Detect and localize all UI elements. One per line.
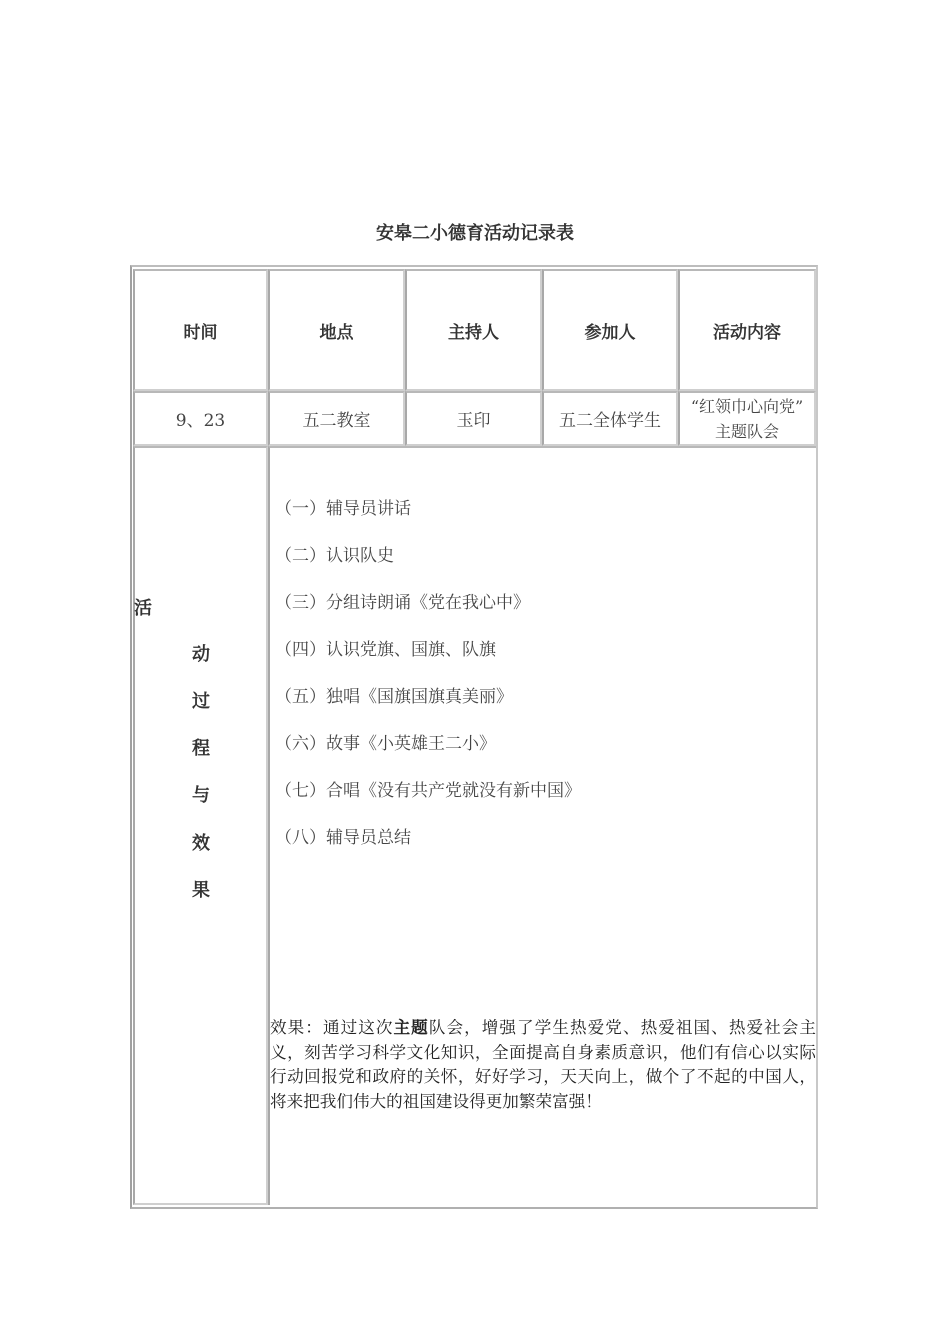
process-label-char: 程 [192,738,210,759]
activity-step: （一）辅导员讲话 [275,499,411,519]
process-label-char: 动 [192,644,210,665]
header-activity-content: 活动内容 [678,269,816,391]
value-time: 9、23 [133,391,268,446]
effect-rest: 队会，增强了学生热爱党、热爱祖国、热爱社会主义，刻苦学习科学文化知识，全面提高自身素质意识，他们有信心以实际行动回报党和政府的关怀，好好学习，天天向上，做个了不起的中国人，将来把我们伟大的祖国建设得更加繁荣富强！ [270,1018,817,1111]
activity-step: （四）认识党旗、国旗、队旗 [275,640,496,660]
header-participants: 参加人 [542,269,678,391]
activity-step: （六）故事《小英雄王二小》 [275,734,496,754]
process-label-char: 效 [192,833,210,854]
process-label-char: 与 [192,785,210,806]
value-activity-content: “红领巾心向党” 主题队会 [678,391,816,446]
value-participants: 五二全体学生 [542,391,678,446]
process-label-cell [133,446,268,1205]
value-place: 五二教室 [268,391,405,446]
value-host: 玉印 [405,391,542,446]
effect-paragraph [270,1016,816,1114]
activity-step: （七）合唱《没有共产党就没有新中国》 [275,781,581,801]
activity-step: （二）认识队史 [275,546,394,566]
activity-step: （八）辅导员总结 [275,828,411,848]
header-time: 时间 [133,269,268,391]
activity-step: （五）独唱《国旗国旗真美丽》 [275,687,513,707]
process-label-char: 活 [134,598,152,619]
process-label-char: 过 [192,691,210,712]
header-place: 地点 [268,269,405,391]
activity-step: （三）分组诗朗诵《党在我心中》 [275,593,530,613]
document-title: 安皋二小德育活动记录表 [376,223,574,244]
process-label-char: 果 [192,880,210,901]
effect-prefix: 效果：通过这次 [270,1018,394,1037]
activity-steps-list [275,496,581,872]
header-host: 主持人 [405,269,542,391]
effect-bold-term: 主题 [393,1018,429,1037]
